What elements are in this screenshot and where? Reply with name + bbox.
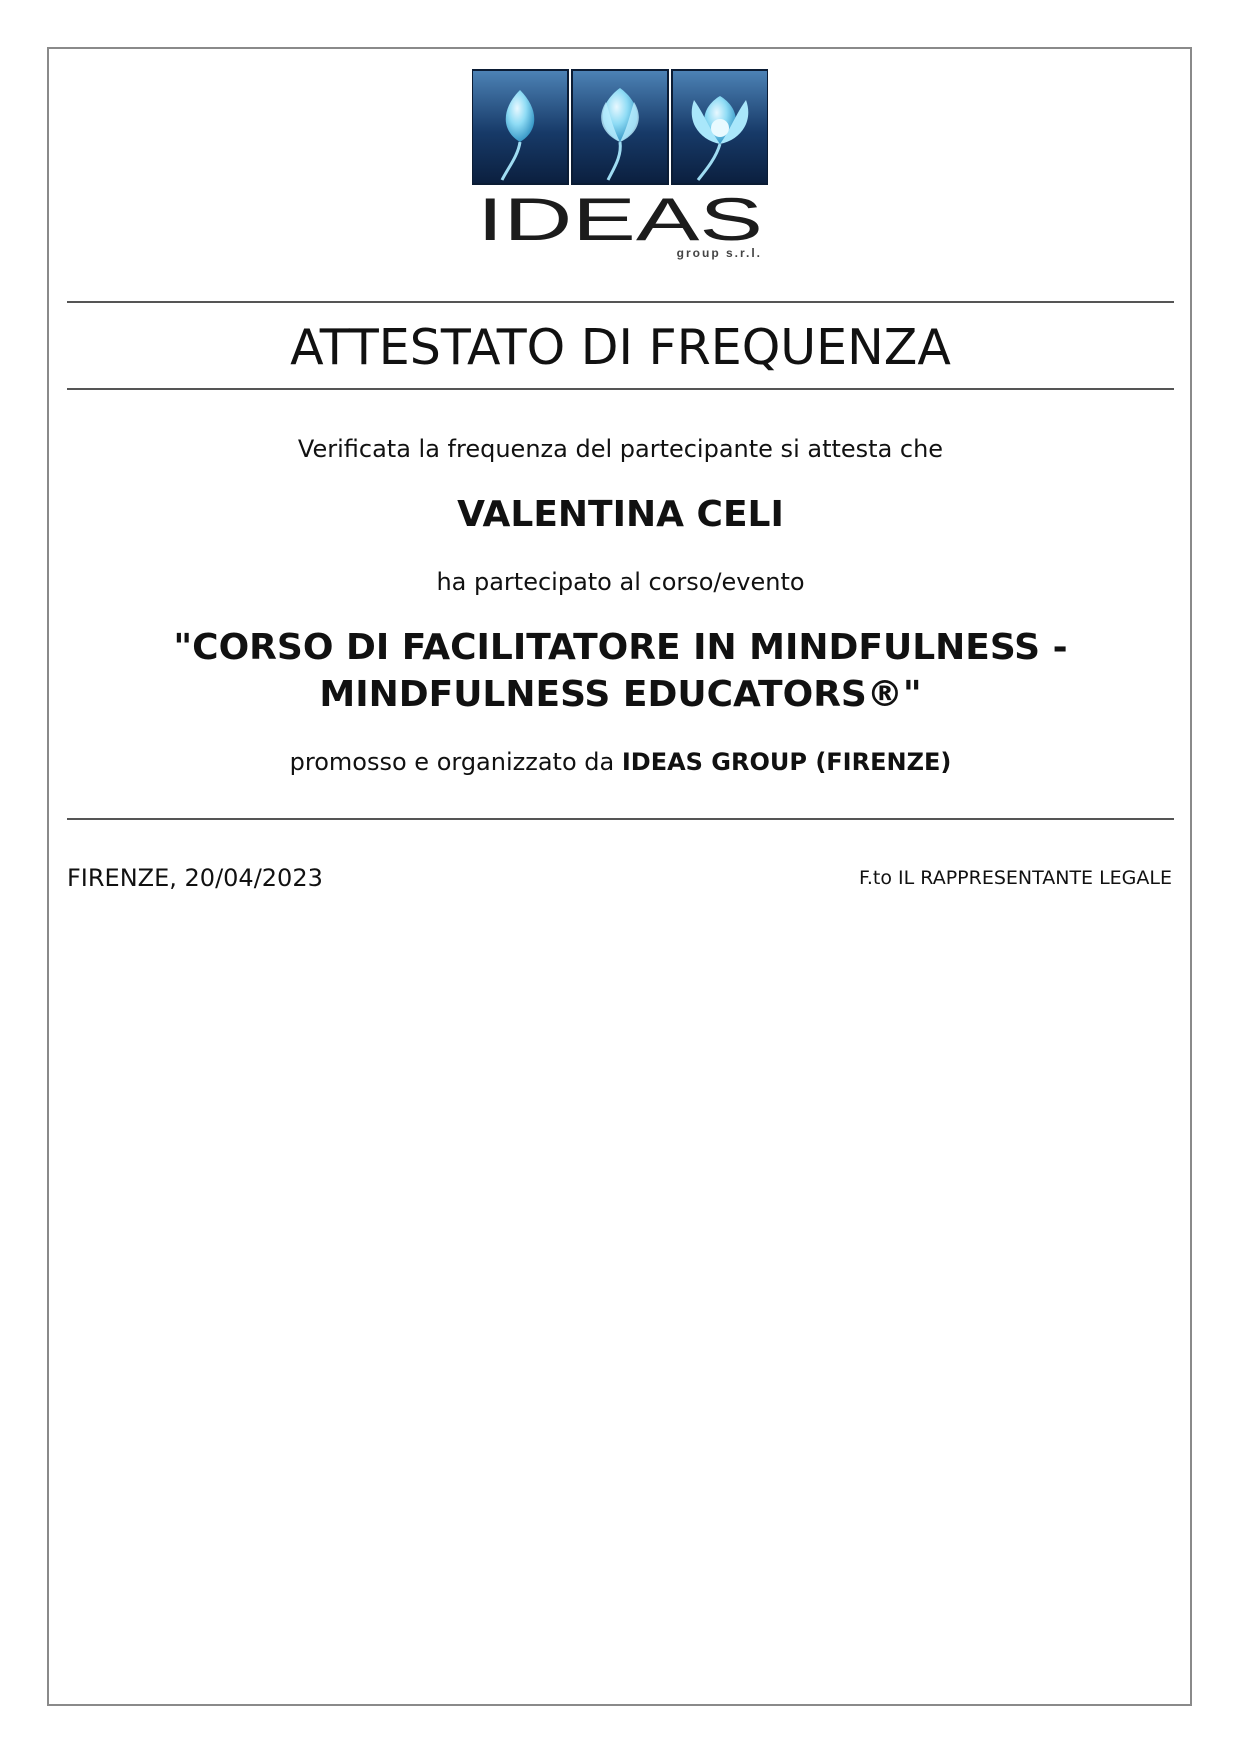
course-title	[67, 624, 1174, 718]
logo-subtitle: group s.r.l.	[676, 246, 762, 260]
lotus-tiles	[472, 70, 768, 184]
certificate-title: ATTESTATO DI FREQUENZA	[290, 319, 951, 376]
participant-name: VALENTINA CELI	[457, 494, 784, 535]
course-title-line-2: MINDFULNESS EDUCATORS®"	[319, 674, 922, 715]
signature-label: F.to IL RAPPRESENTANTE LEGALE	[859, 867, 1172, 889]
ideas-group-logo	[472, 68, 768, 260]
place-date: FIRENZE, 20/04/2023	[67, 864, 323, 892]
promoter-line	[67, 746, 1174, 778]
divider-title	[67, 388, 1174, 390]
intro-text: Verificata la frequenza del partecipante si attesta che	[297, 435, 944, 463]
participation-text: ha partecipato al corso/evento	[436, 568, 805, 596]
promoter-prefix: promosso e organizzato da	[289, 748, 622, 776]
course-title-line-1: "CORSO DI FACILITATORE IN MINDFULNESS -	[173, 627, 1068, 668]
promoter-name: IDEAS GROUP (FIRENZE)	[621, 748, 952, 776]
divider-bottom	[67, 818, 1174, 820]
logo-wordmark: IDEAS	[477, 186, 763, 253]
divider-top	[67, 301, 1174, 303]
